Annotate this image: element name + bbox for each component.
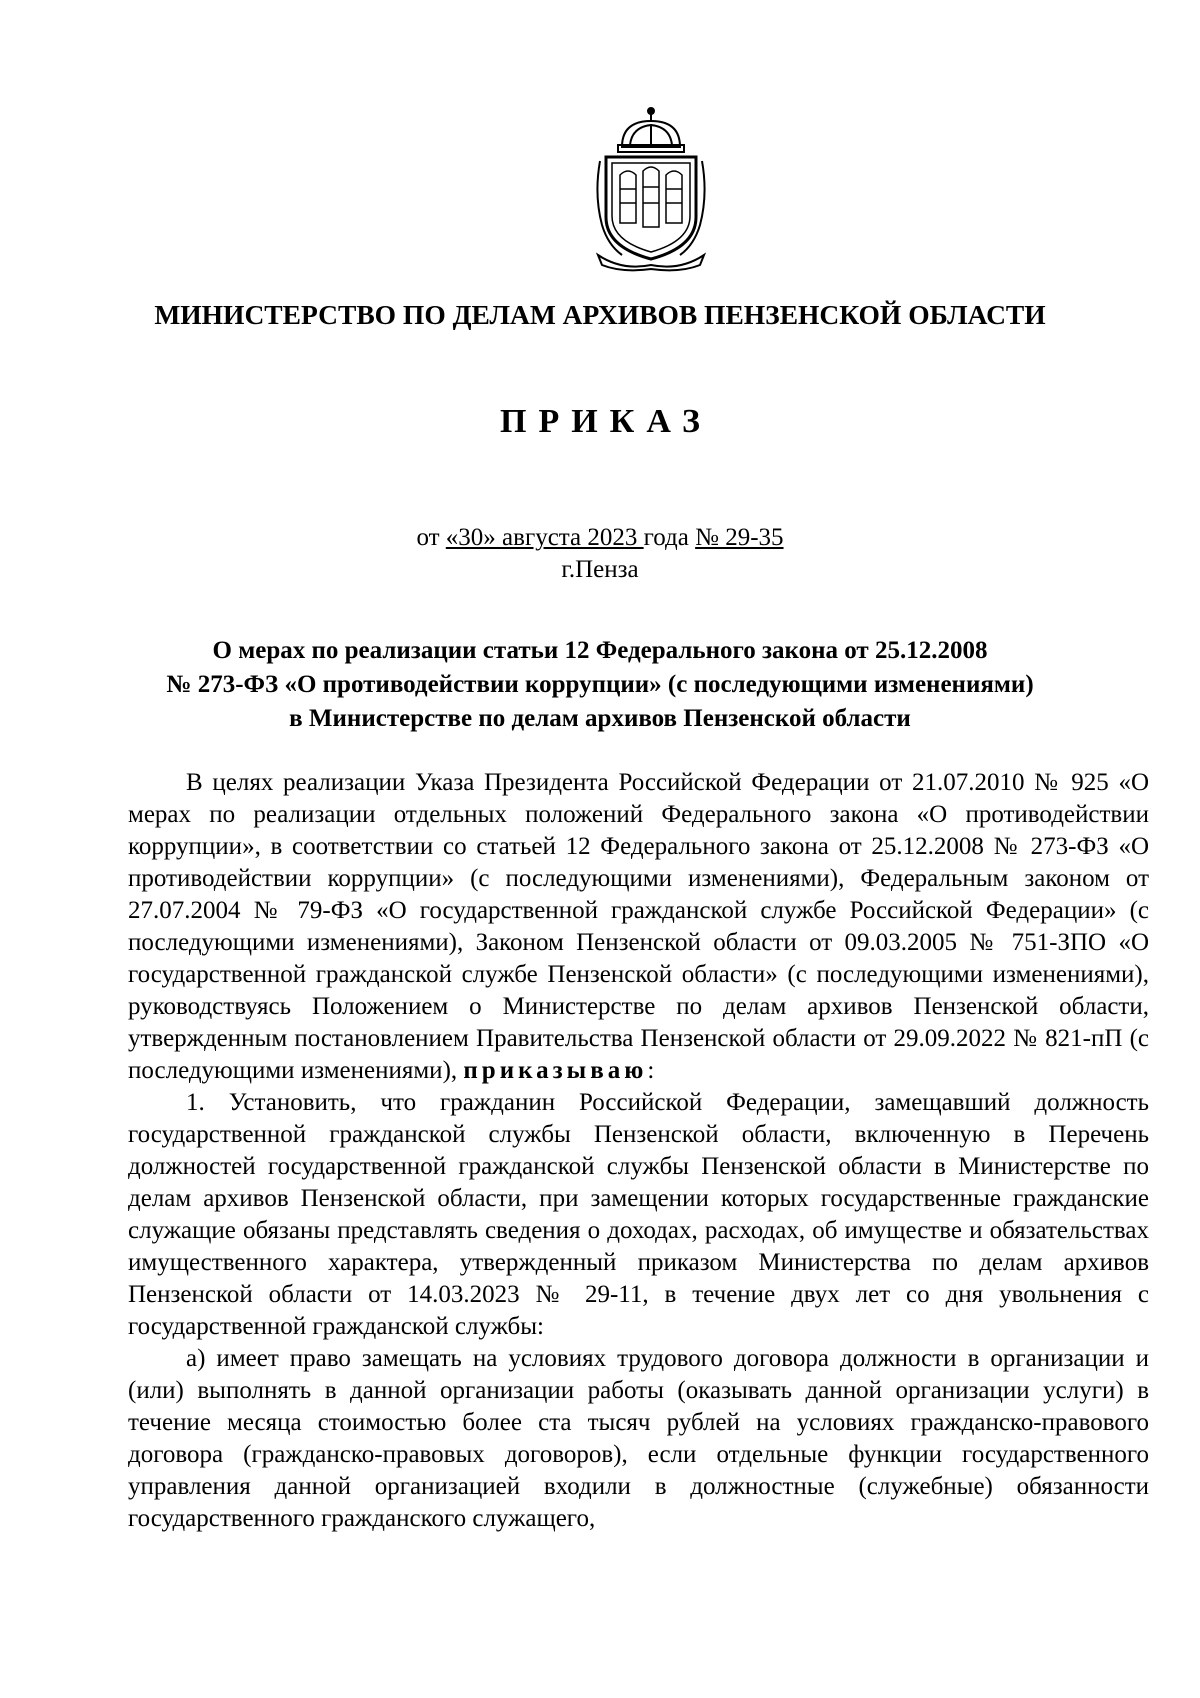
order-subject [0,634,1200,736]
year-word: года [643,524,696,551]
subject-line-3: в Министерстве по делам архивов Пензенской области [289,705,911,732]
order-colon: : [647,1057,655,1084]
date-prefix: от [416,524,446,551]
preamble-paragraph [128,767,1149,1087]
subject-line-1: О мерах по реализации статьи 12 Федерального закона от 25.12.2008 [212,637,988,664]
item-1-paragraph: 1. Установить, что гражданин Российской Федерации, замещавший должность государственной гражданской службы Пензенской области, включенную в Перечень должностей государственной гражданской службы Пензенской области в Министерстве по делам архивов Пензенской области, при замещении которых государственные гражданские служащие обязаны представлять сведения о доходах, расходах, об имуществе и обязательствах имущественного характера, утвержденный приказом Министерства по делам архивов Пензенской области от 14.03.2023 № 29-11, в течение двух лет со дня увольнения с государственной гражданской службы: [128,1089,1149,1340]
order-body [128,767,1149,1535]
penza-coat-of-arms-icon [592,105,710,273]
ministry-name: МИНИСТЕРСТВО ПО ДЕЛАМ АРХИВОВ ПЕНЗЕНСКОЙ ОБЛАСТИ [154,299,1046,330]
document-type-title: ПРИКАЗ [500,403,712,440]
item-1a-paragraph: а) имеет право замещать на условиях трудового договора должности в организации и (или) выполнять в данной организации работы (оказывать данной организации услуги) в течение месяца стоимостью более ста тысяч рублей на условиях гражданско-правового договора (гражданско-правовых договоров), если отдельные функции государственного управления данной организацией входили в должностные (служебные) обязанности государственного гражданского служащего, [128,1345,1149,1532]
order-number: № 29-35 [695,524,784,551]
order-date-line [0,522,1200,554]
order-city: г.Пенза [561,556,639,583]
order-date-block [0,522,1200,586]
order-date: «30» августа 2023 [445,524,644,551]
preamble-text: В целях реализации Указа Президента Российской Федерации от 21.07.2010 № 925 «О мерах по реализации отдельных положений Федерального закона «О противодействии коррупции», в соответствии со статьей 12 Федерального закона от 25.12.2008 № 273-ФЗ «О противодействии коррупции» (с последующими изменениями), Федеральным законом от 27.07.2004 № 79-ФЗ «О государственной гражданской службе Российской Федерации» (с последующими изменениями), Законом Пензенской области от 09.03.2005 № 751-ЗПО «О государственной гражданской службе Пензенской области» (с последующими изменениями), руководствуясь Положением о Министерстве по делам архивов Пензенской области, утвержденным постановлением Правительства Пензенской области от 29.09.2022 № 821-пП (с последующими изменениями), [128,769,1149,1084]
subject-line-2: № 273-ФЗ «О противодействии коррупции» (с последующими изменениями) [166,671,1034,698]
order-word: приказываю [463,1057,648,1084]
